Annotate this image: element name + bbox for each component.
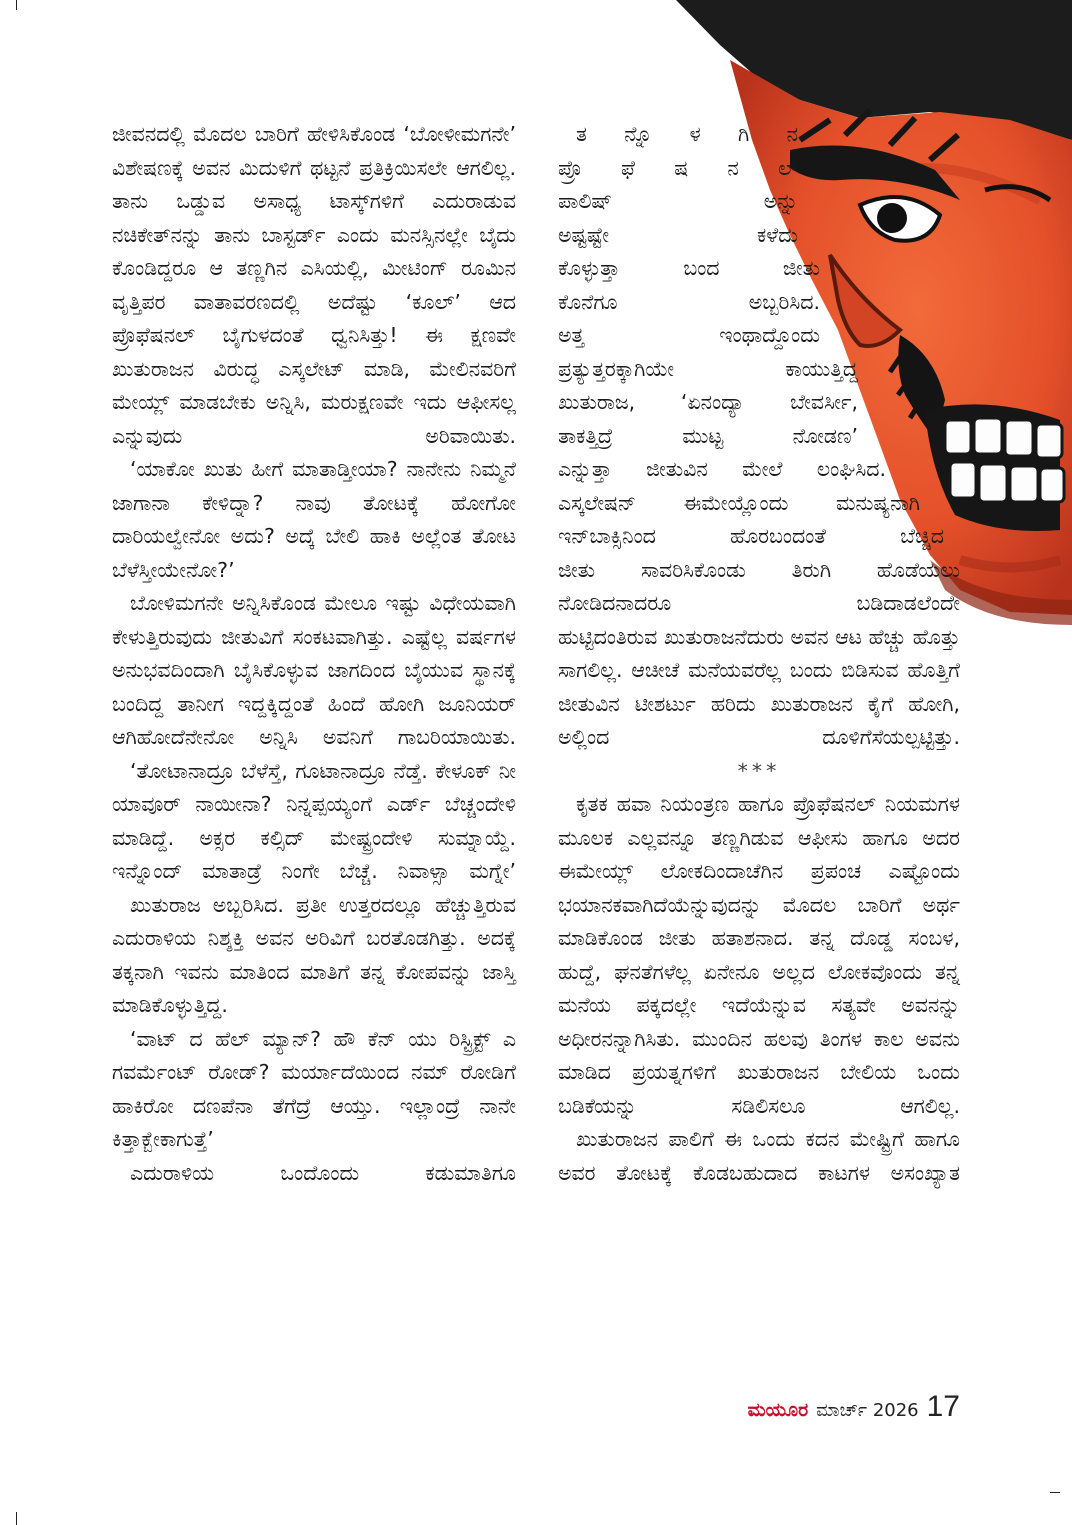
paragraph: ಖುತುರಾಜನ ಪಾಲಿಗೆ ಈ ಒಂದು ಕದನ ಮೇಷ್ಟ್ರಿಗೆ ಹಾಗೂ ಅವರ ತೋಟಕ್ಕೆ ಕೊಡಬಹುದಾದ ಕಾಟಗಳ ಅಸಂಖ್ಯಾತ (558, 1127, 960, 1185)
issue-date: ಮಾರ್ಚ್ 2026 (816, 1400, 919, 1421)
page-footer (748, 1390, 960, 1424)
paragraph: ಕೃತಕ ಹವಾ ನಿಯಂತ್ರಣ ಹಾಗೂ ಪ್ರೊಫೆಷನಲ್ ನಿಯಮಗಳ ಮೂಲಕ ಎಲ್ಲವನ್ನೂ ತಣ್ಣಗಿಡುವ ಆಫೀಸು ಹಾಗೂ ಅದರ ಈಮೇಯ್ಲ್ ಲೋಕದಿಂದಾಚೆಗಿನ ಪ್ರಪಂಚ ಎಷ್ಟೊಂದು ಭಯಾನಕವಾಗಿದೆಯೆನ್ನುವುದನ್ನು ಮೊದಲ ಬಾರಿಗೆ ಅರ್ಥ ಮಾಡಿಕೊಂಡ ಜೀತು ಹತಾಶನಾದ. ತನ್ನ ದೊಡ್ಡ ಸಂಬಳ, ಹುದ್ದೆ, ಘನತೆಗಳೆಲ್ಲ ಏನೇನೂ ಅಲ್ಲದ ಲೋಕವೊಂದು ತನ್ನ ಮನೆಯ ಪಕ್ಕದಲ್ಲೇ ಇದೆಯೆನ್ನುವ ಸತ್ಯವೇ ಅವನನ್ನು ಅಧೀರನನ್ನಾಗಿಸಿತು. ಮುಂದಿನ ಹಲವು ತಿಂಗಳ ಕಾಲ ಅವನು ಮಾಡಿದ ಪ್ರಯತ್ನಗಳಿಗೆ ಖುತುರಾಜನ ಬೇಲಿಯ ಒಂದು ಬಡಿಕೆಯನ್ನು ಸಡಿಲಿಸಲೂ ಆಗಲಿಲ್ಲ. (558, 792, 960, 1118)
wrap-line: ಕೊನೆಗೂ ಅಬ್ಬರಿಸಿದ. (558, 289, 820, 314)
paragraph: ‘ಯಾಕೋ ಖುತು ಹೀಗೆ ಮಾತಾಡ್ತೀಯಾ? ನಾನೇನು ನಿಮ್ಮನೆ ಜಾಗಾನಾ ಕೇಳಿದ್ನಾ? ನಾವು ತೋಟಕ್ಕೆ ಹೋಗೋ ದಾರಿಯಲ್ವೇನೋ ಅದು? ಅದ್ಕೆ ಬೇಲಿ ಹಾಕಿ ಅಲ್ಲೆಂತ ತೋಟ ಬೆಳೆಸ್ತೀಯೇನೋ?’ (112, 457, 516, 582)
wrap-line: ನೋಡಿದನಾದರೂ ಬಡಿದಾಡಲೆಂದೇ (558, 591, 960, 615)
right-column (558, 118, 960, 1190)
wrap-line: ತ ನ್ನೊ ಳ ಗಿ ನ (576, 122, 798, 146)
wrap-line: ಪ್ರತ್ಯುತ್ತರಕ್ಕಾಗಿಯೇ ಕಾಯುತ್ತಿದ್ದ (558, 356, 858, 381)
paragraph: ಎದುರಾಳಿಯ ಒಂದೊಂದು ಕಡುಮಾತಿಗೂ (130, 1160, 516, 1185)
wrap-line: ಪಾಲಿಷ್ ಅನ್ನು (558, 189, 798, 213)
wrap-line: ಇನ್‌ಬಾಕ್ಸಿನಿಂದ ಹೊರಬಂದಂತೆ ಬೆಚ್ಚಿದ (558, 524, 944, 548)
left-column (112, 118, 516, 1190)
crop-mark (1050, 1492, 1060, 1493)
page-number: 17 (926, 1390, 960, 1423)
wrap-line: ಖುತುರಾಜ, ‘ಏನಂದ್ಯಾ ಬೇವರ್ಸೀ, (558, 390, 858, 414)
wrap-line: ತಾಕತ್ತಿದ್ರೆ ಮುಟ್ಟ ನೋಡಣ’ (558, 423, 858, 448)
wrap-line: ಅಷ್ಟಷ್ಟೇ ಕಳೆದು (558, 222, 798, 247)
paragraph: ಖುತುರಾಜ ಅಬ್ಬರಿಸಿದ. ಪ್ರತೀ ಉತ್ತರದಲ್ಲೂ ಹೆಚ್ಚುತ್ತಿರುವ ಎದುರಾಳಿಯ ನಿಶ್ಶಕ್ತಿ ಅವನ ಅರಿವಿಗೆ ಬರತೊಡಗಿತ್ತು. ಅದಕ್ಕೆ ತಕ್ಕನಾಗಿ ಇವನು ಮಾತಿಂದ ಮಾತಿಗೆ ತನ್ನ ಕೋಪವನ್ನು ಜಾಸ್ತಿ ಮಾಡಿಕೊಳ್ಳುತ್ತಿದ್ದ. (112, 892, 516, 1017)
paragraph: ಜೀವನದಲ್ಲಿ ಮೊದಲ ಬಾರಿಗೆ ಹೇಳಿಸಿಕೊಂಡ ‘ಬೋಳೀಮಗನೇ’ ವಿಶೇಷಣಕ್ಕೆ ಅವನ ಮಿದುಳಿಗೆ ಥಟ್ಟನೆ ಪ್ರತಿಕ್ರಿಯಿಸಲೇ ಆಗಲಿಲ್ಲ. ತಾನು ಒಡ್ಡುವ ಅಸಾಧ್ಯ ಟಾಸ್ಕ್‌ಗಳಿಗೆ ಎದುರಾಡುವ ನಚಿಕೇತ್‌ನನ್ನು ತಾನು ಬಾಸ್ಟರ್ಡ್ ಎಂದು ಮನಸ್ಸಿನಲ್ಲೇ ಬೈದು ಕೊಂಡಿದ್ದರೂ ಆ ತಣ್ಣಗಿನ ಎಸಿಯಲ್ಲಿ, ಮೀಟಿಂಗ್ ರೂಮಿನ ವೃತ್ತಿಪರ ವಾತಾವರಣದಲ್ಲಿ ಅದೆಷ್ಟು ‘ಕೂಲ್’ ಆದ ಪ್ರೊಫೆಷನಲ್ ಬೈಗುಳದಂತೆ ಧ್ವನಿಸಿತ್ತು! ಈ ಕ್ಷಣವೇ ಖುತುರಾಜನ ವಿರುದ್ಧ ಎಸ್ಕಲೇಟ್ ಮಾಡಿ, ಮೇಲಿನವರಿಗೆ ಮೇಯ್ಲ್ ಮಾಡಬೇಕು ಅನ್ನಿಸಿ, ಮರುಕ್ಷಣವೇ ಇದು ಆಫೀಸಲ್ಲ ಎನ್ನುವುದು ಅರಿವಾಯಿತು. (112, 122, 516, 448)
wrap-line: ಎಸ್ಕಲೇಷನ್ ಈಮೇಯ್ಲೊಂದು ಮನುಷ್ಯನಾಗಿ (558, 490, 920, 515)
crop-mark (16, 0, 17, 10)
crop-mark (16, 1512, 17, 1525)
wrap-line: ಕೊಳ್ಳುತ್ತಾ ಬಂದ ಜೀತು (558, 256, 820, 280)
paragraph: ‘ವಾಟ್ ದ ಹೆಲ್ ಮ್ಯಾನ್? ಹೌ ಕೆನ್ ಯು ರಿಸ್ಟ್ರಿಕ್ಟ್ ಎ ಗವರ್ಮೆಂಟ್ ರೋಡ್? ಮರ್ಯಾದೆಯಿಂದ ನಮ್ ರೋಡಿಗೆ ಹಾಕಿರೋ ದಣಪೆನಾ ತೆಗೆದ್ರೆ ಆಯ್ತು. ಇಲ್ಲಾಂದ್ರೆ ನಾನೇ ಕಿತ್ತಾಕ್ಬೇಕಾಗುತ್ತೆ’ (112, 1026, 516, 1151)
magazine-logo: ಮಯೂರ (747, 1399, 809, 1421)
paragraph: ಬೋಳಿಮಗನೇ ಅನ್ನಿಸಿಕೊಂಡ ಮೇಲೂ ಇಷ್ಟು ವಿಧೇಯವಾಗಿ ಕೇಳುತ್ತಿರುವುದು ಜೀತುವಿಗೆ ಸಂಕಟವಾಗಿತ್ತು. ಎಷ್ಟೆಲ್ಲ ವರ್ಷಗಳ ಅನುಭವದಿಂದಾಗಿ ಬೈಸಿಕೊಳ್ಳುವ ಜಾಗದಿಂದ ಬೈಯುವ ಸ್ಥಾನಕ್ಕೆ ಬಂದಿದ್ದ ತಾನೀಗ ಇದ್ದಕ್ಕಿದ್ದಂತೆ ಹಿಂದೆ ಹೋಗಿ ಜೂನಿಯರ್ ಆಗಿಹೋದೆನೇನೋ ಅನ್ನಿಸಿ ಅವನಿಗೆ ಗಾಬರಿಯಾಯಿತು. (112, 591, 516, 749)
section-separator: *** (737, 758, 781, 783)
paragraph: ಹುಟ್ಟಿದಂತಿರುವ ಖುತುರಾಜನೆದುರು ಅವನ ಆಟ ಹೆಚ್ಚು ಹೊತ್ತು ಸಾಗಲಿಲ್ಲ. ಆಚೀಚೆ ಮನೆಯವರೆಲ್ಲ ಬಂದು ಬಿಡಿಸುವ ಹೊತ್ತಿಗೆ ಜೀತುವಿನ ಟೀಶರ್ಟು ಹರಿದು ಖುತುರಾಜನ ಕೈಗೆ ಹೋಗಿ, ಅಲ್ಲಿಂದ ದೂಳಿಗೆಸೆಯಲ್ಪಟ್ಟಿತ್ತು. (558, 624, 960, 749)
wrap-line: ಪ್ರೊ ಫೆ ಷ ನ ಲ್ (558, 155, 798, 180)
wrap-line: ಎನ್ನುತ್ತಾ ಜೀತುವಿನ ಮೇಲೆ ಲಂಘಿಸಿದ. (558, 457, 886, 481)
wrap-line: ಜೀತು ಸಾವರಿಸಿಕೊಂಡು ತಿರುಗಿ ಹೊಡೆಯಲು (558, 557, 960, 582)
paragraph: ‘ತೋಟಾನಾದ್ರೂ ಬೆಳೆಸ್ತೆ, ಗೂಟಾನಾದ್ರೂ ನೆಡ್ತೆ. ಕೇಳೂಕ್ ನೀ ಯಾವೂರ್ ನಾಯೀನಾ? ನಿನ್ನಪ್ಪಯ್ಯಂಗೆ ಎರ್ಡ್ ಬೆಚ್ಚಂದೇಳಿ ಮಾಡಿದ್ದೆ. ಅಕ್ಸರ ಕಲ್ಸಿದ್ ಮೇಷ್ಟ್ರಂದೇಳಿ ಸುಮ್ನಾಯ್ದೆ. ಇನ್ನೊಂದ್ ಮಾತಾಡ್ರೆ ನಿಂಗೇ ಬೆಚ್ಚೆ. ನಿವಾಳ್ಸಾ ಮಗ್ನೇ’ (112, 758, 516, 883)
wrap-line: ಅತ್ತ ಇಂಥಾದ್ದೊಂದು (558, 323, 820, 347)
